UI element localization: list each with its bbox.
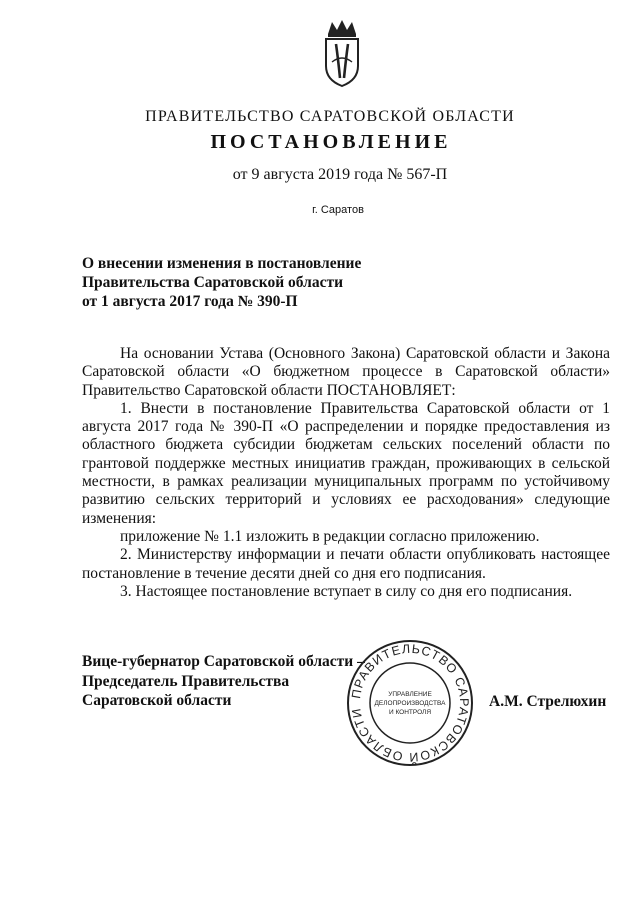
item-3-paragraph: 3. Настоящее постановление вступает в силу со дня его подписания. [120, 582, 573, 600]
item-1-paragraph: 1. Внести в постановление Правительства Саратовской области от 1 августа 2017 года № 390-П «О распределении и порядке предоставления из областного бюджета субсидии бюджетам сельских поселений области по грантовой поддержке местных инициатив граждан, проживающих в сельской местности, в рамках реализации муниципальных программ по устойчивому развитию сельских территорий и условиях ее расходования» следующие изменения: [82, 399, 610, 527]
item-2-paragraph: 2. Министерству информации и печати области опубликовать настоящее постановление в течение десяти дней со дня его подписания. [82, 546, 610, 582]
stamp-center-line: УПРАВЛЕНИЕ [388, 691, 432, 698]
position-line: Вице-губернатор Саратовской области – [82, 653, 365, 670]
saratov-emblem-icon [318, 18, 366, 88]
signer-name: А.М. Стрелюхин [489, 693, 607, 710]
stamp-ring-text: ПРАВИТЕЛЬСТВО САРАТОВСКОЙ ОБЛАСТИ [349, 641, 472, 765]
subject-block [82, 254, 361, 311]
preamble-paragraph: На основании Устава (Основного Закона) Саратовской области и Закона Саратовской области «О бюджетном процессе в Саратовской области» Правительство Саратовской области ПОСТАНОВЛЯЕТ: [82, 345, 610, 399]
city-line: г. Саратов [312, 204, 364, 216]
stamp-center-line: ДЕЛОПРОИЗВОДСТВА [374, 700, 446, 707]
signatory-position [82, 652, 365, 711]
subject-line: О внесении изменения в постановление [82, 255, 362, 272]
position-line: Председатель Правительства [82, 672, 290, 690]
date-number-line: от 9 августа 2019 года № 567-П [232, 166, 448, 183]
item-1-sub-paragraph: приложение № 1.1 изложить в редакции согласно приложению. [120, 527, 540, 545]
official-stamp [345, 638, 475, 768]
subject-line: Правительства Саратовской области [82, 274, 343, 291]
subject-line: от 1 августа 2017 года № 390-П [82, 293, 298, 310]
document-body [82, 345, 610, 601]
document-type: ПОСТАНОВЛЕНИЕ [210, 131, 452, 153]
stamp-center-line: И КОНТРОЛЯ [388, 709, 432, 716]
position-line: Саратовской области [82, 692, 232, 709]
government-name: ПРАВИТЕЛЬСТВО САРАТОВСКОЙ ОБЛАСТИ [145, 108, 515, 125]
